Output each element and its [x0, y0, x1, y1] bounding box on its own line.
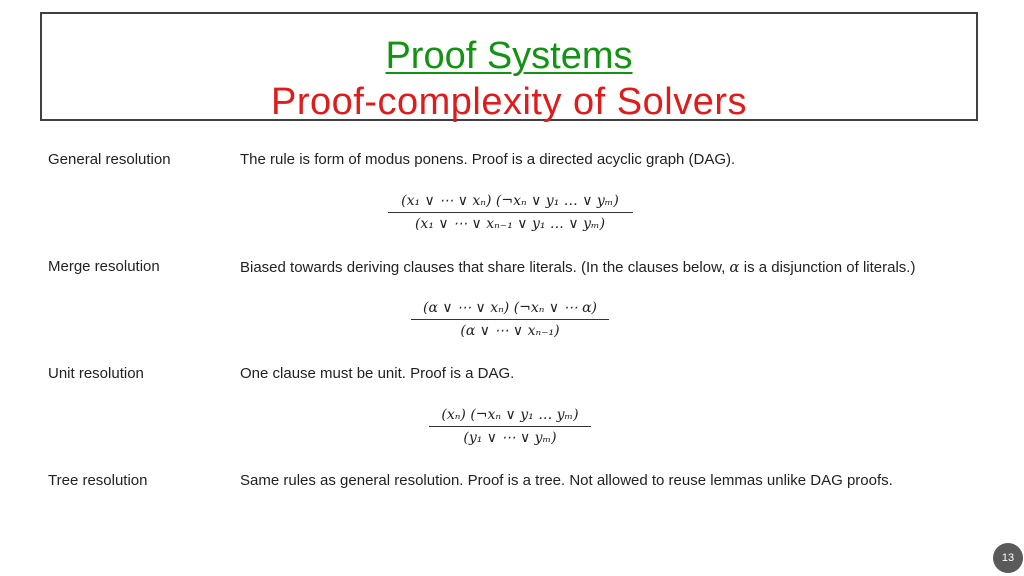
rule-numerator: (xₙ) (¬xₙ ∨ y₁ … yₘ)	[441, 407, 579, 423]
term-merge-resolution: Merge resolution	[48, 258, 160, 275]
term-tree-resolution: Tree resolution	[48, 472, 148, 489]
rule-unit-resolution	[240, 405, 780, 448]
alpha-symbol: α	[729, 258, 740, 276]
rule-fraction-bar	[388, 212, 633, 213]
rule-numerator: (x₁ ∨ ⋯ ∨ xₙ) (¬xₙ ∨ y₁ … ∨ yₘ)	[401, 193, 619, 209]
description-text: is a disjunction of literals.)	[739, 259, 916, 276]
page-number-badge: 13	[993, 543, 1023, 573]
slide-subtitle: Proof-complexity of Solvers	[271, 81, 747, 123]
description-tree-resolution: Same rules as general resolution. Proof is a tree. Not allowed to reuse lemmas unlike DAG proofs.	[240, 472, 893, 489]
rule-fraction-bar	[411, 319, 609, 320]
rule-fraction-bar	[429, 426, 591, 427]
title-box	[40, 12, 978, 121]
rule-numerator: (α ∨ ⋯ ∨ xₙ) (¬xₙ ∨ ⋯ α)	[423, 300, 597, 316]
term-general-resolution: General resolution	[48, 151, 171, 168]
slide-title	[42, 34, 976, 78]
slide-title-text: Proof Systems	[385, 35, 633, 77]
rule-general-resolution	[240, 191, 780, 234]
rule-denominator: (y₁ ∨ ⋯ ∨ yₘ)	[463, 430, 557, 446]
rule-denominator: (x₁ ∨ ⋯ ∨ xₙ₋₁ ∨ y₁ … ∨ yₘ)	[414, 216, 606, 232]
rule-denominator: (α ∨ ⋯ ∨ xₙ₋₁)	[460, 323, 560, 339]
term-unit-resolution: Unit resolution	[48, 365, 144, 382]
description-general-resolution: The rule is form of modus ponens. Proof is a directed acyclic graph (DAG).	[240, 151, 736, 168]
description-text: Biased towards deriving clauses that share literals. (In the clauses below,	[240, 259, 730, 276]
description-unit-resolution: One clause must be unit. Proof is a DAG.	[240, 365, 515, 382]
description-merge-resolution	[240, 258, 915, 277]
rule-merge-resolution	[240, 298, 780, 341]
